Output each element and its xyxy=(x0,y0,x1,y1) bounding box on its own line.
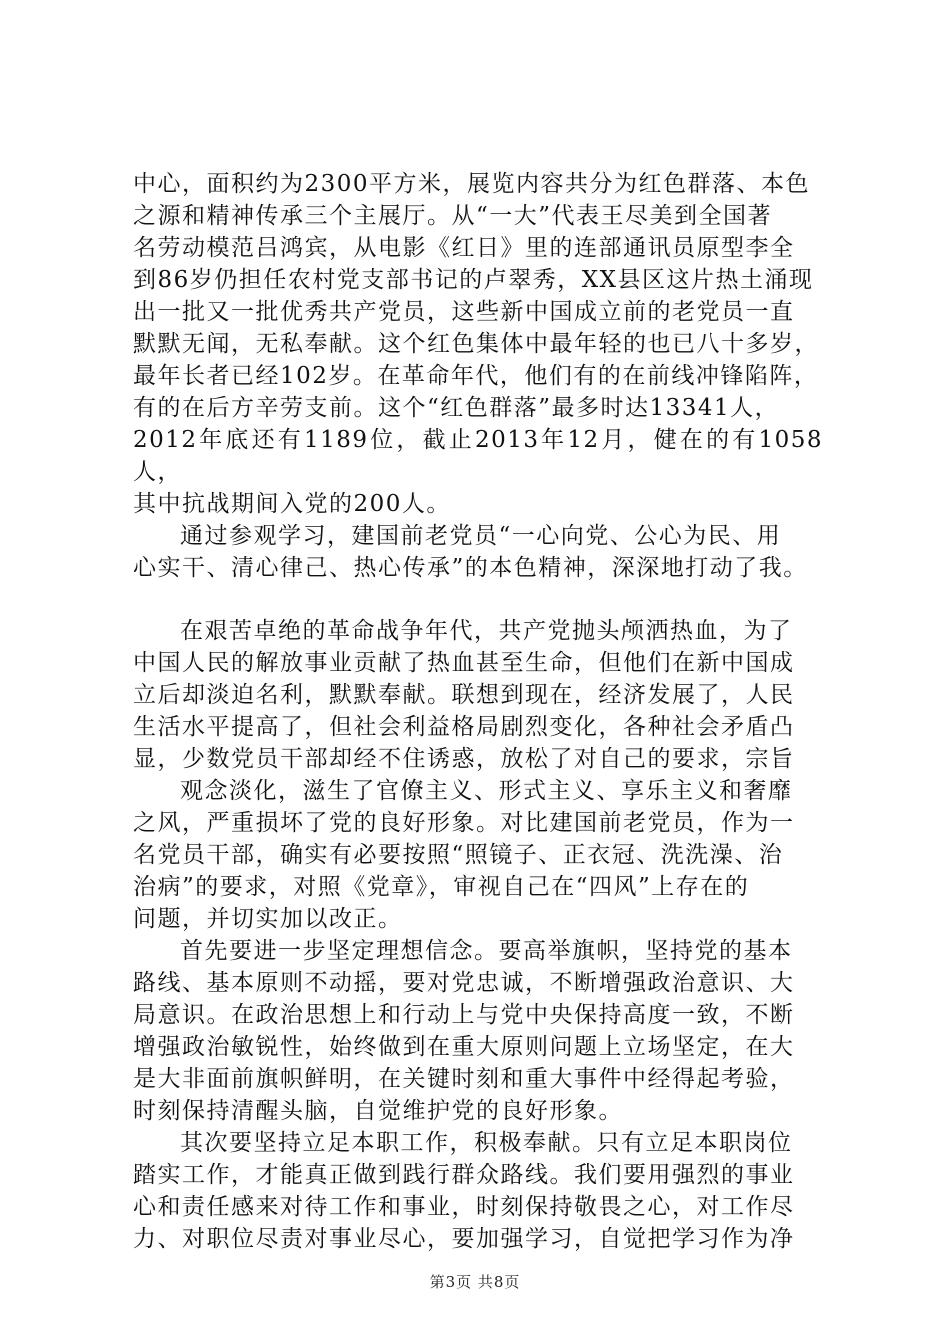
paragraph-visit-impression: 通过参观学习，建国前老党员“一心向党、公心为民、用 心实干、清心律己、热心传承”的本色精神，深深地打动了我。 xyxy=(133,523,808,581)
page-number-footer: 第3页 共8页 xyxy=(429,1273,521,1291)
document-body xyxy=(133,168,823,1255)
paragraph-job-dedication: 其次要坚持立足本职工作，积极奉献。只有立足本职岗位 踏实工作，才能真正做到践行群众路线。我们要用强烈的事业 心和责任感来对待工作和事业，时刻保持敬畏之心，对工作尽 力、对职位尽责对事业尽心，要加强学习，自觉把学习作为净 xyxy=(133,1130,795,1252)
paragraph-revolutionary-years: 在艰苦卓绝的革命战争年代，共产党抛头颅洒热血，为了 中国人民的解放事业贡献了热血甚至生命，但他们在新中国成 立后却淡迫名利，默默奉献。联想到现在，经济发展了，人民 生活水平提高了，但社会利益格局剧烈变化，各种社会矛盾凸 显，少数党员干部却经不住诱惑，放松了对自己的要求，宗旨 xyxy=(133,618,795,772)
paragraph-four-styles: 观念淡化，滋生了官僚主义、形式主义、享乐主义和奢靡 之风，严重损坏了党的良好形象。对比建国前老党员，作为一 名党员干部，确实有必要按照“照镜子、正衣冠、洗洗澡、治 治病”的要求，对照《党章》，审视自己在“四风”上存在的 问题，并切实加以改正。 xyxy=(133,778,795,932)
paragraph-ideals-belief: 首先要进一步坚定理想信念。要高举旗帜，坚持党的基本 路线、基本原则不动摇，要对党忠诚，不断增强政治意识、大 局意识。在政治思想上和行动上与党中央保持高度一致，不断 增强政治敏锐性，始终做到在重大原则问题上立场坚定，在大 是大非面前旗帜鲜明，在关键时刻和重大事件中经得起考验， 时刻保持清醒头脑，自觉维护党的良好形象。 xyxy=(133,938,795,1124)
paragraph-exhibition-intro: 中心，面积约为2300平方米，展览内容共分为红色群落、本色 之源和精神传承三个主展厅。从“一大”代表王尽美到全国著 名劳动模范吕鸿宾，从电影《红日》里的连部通讯员原型李全 到86岁仍担任农村党支部书记的卢翠秀，XX县区这片热土涌现 出一批又一批优秀共产党员，这些新中国成立前的老党员一直 默默无闻，无私奉献。这个红色集体中最年轻的也已八十多岁， 最年长者已经102岁。在革命年代，他们有的在前线冲锋陷阵， 有的在后方辛劳支前。这个“红色群落”最多时达13341人， 2012年底还有1189位，截止2013年12月，健在的有1058人， 其中抗战期间入党的200人。 xyxy=(133,171,823,517)
